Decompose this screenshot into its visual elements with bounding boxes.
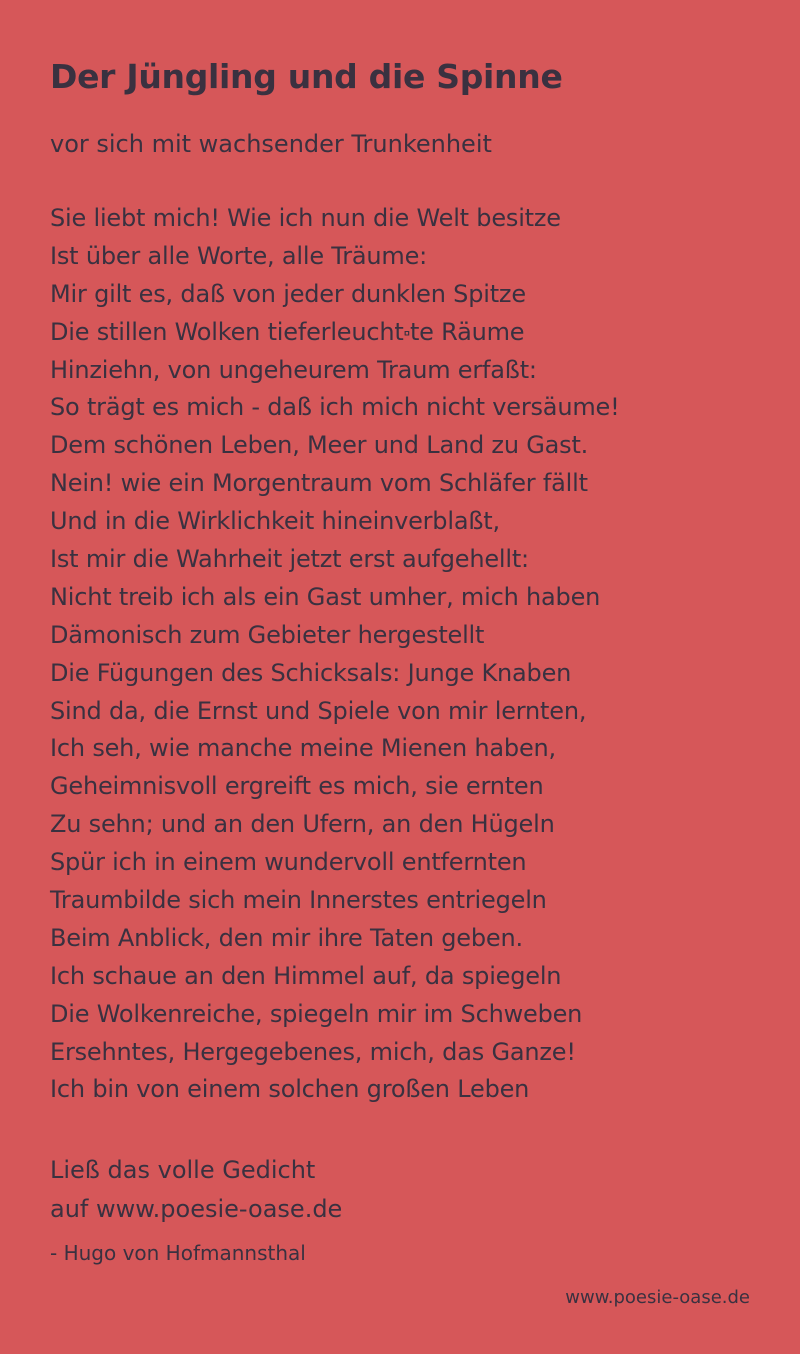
poem-title: Der Jüngling und die Spinne [50, 57, 563, 96]
footer-website-link[interactable]: www.poesie-oase.de [565, 1287, 750, 1308]
poem-line: Beim Anblick, den mir ihre Taten geben. [50, 923, 523, 952]
poem-line: Die Wolkenreiche, spiegeln mir im Schweben [50, 999, 583, 1028]
poem-line: Und in die Wirklichkeit hineinverblaßt, [50, 507, 500, 536]
full-poem-notice-line-2: auf www.poesie-oase.de [50, 1195, 343, 1223]
poem-line: Ich seh, wie manche meine Mienen haben, [50, 734, 556, 763]
poem-line: Sind da, die Ernst und Spiele von mir lernten, [50, 696, 587, 725]
poem-line: Dämonisch zum Gebieter hergestellt [50, 620, 485, 649]
poem-line: Ich schaue an den Himmel auf, da spiegeln [50, 961, 562, 990]
poem-line: Zu sehn; und an den Ufern, an den Hügeln [50, 810, 555, 839]
poem-line: Nein! wie ein Morgentraum vom Schläfer fällt [50, 469, 588, 498]
poem-line: So trägt es mich - daß ich mich nicht versäume! [50, 393, 620, 422]
poem-line: Geheimnisvoll ergreift es mich, sie ernten [50, 772, 544, 801]
poem-line: Die Fügungen des Schicksals: Junge Knaben [50, 658, 572, 687]
poem-line: Ist über alle Worte, alle Träume: [50, 241, 428, 270]
poem-stanza [50, 200, 620, 1109]
poem-line: Sie liebt mich! Wie ich nun die Welt besitze [50, 204, 561, 232]
poem-line: Spür ich in einem wundervoll entfernten [50, 848, 527, 877]
poem-line: Traumbilde sich mein Innerstes entriegeln [50, 886, 547, 915]
full-poem-notice-line-1: Ließ das volle Gedicht [50, 1156, 316, 1184]
poem-line: Hinziehn, von ungeheurem Traum erfaßt: [50, 355, 537, 384]
poem-line: Dem schönen Leben, Meer und Land zu Gast. [50, 431, 589, 460]
poem-line: Mir gilt es, daß von jeder dunklen Spitze [50, 279, 526, 308]
poem-line: Die stillen Wolken tieferleucht⬞te Räume [50, 317, 525, 346]
poem-line: Ist mir die Wahrheit jetzt erst aufgehellt: [50, 545, 529, 574]
poem-line: Ich bin von einem solchen großen Leben [50, 1075, 530, 1104]
poem-author: - Hugo von Hofmannsthal [50, 1241, 306, 1265]
full-poem-notice [50, 1151, 342, 1229]
poem-subtitle: vor sich mit wachsender Trunkenheit [50, 130, 492, 158]
poem-line: Ersehntes, Hergegebenes, mich, das Ganze! [50, 1037, 576, 1066]
poem-line: Nicht treib ich als ein Gast umher, mich haben [50, 582, 601, 611]
